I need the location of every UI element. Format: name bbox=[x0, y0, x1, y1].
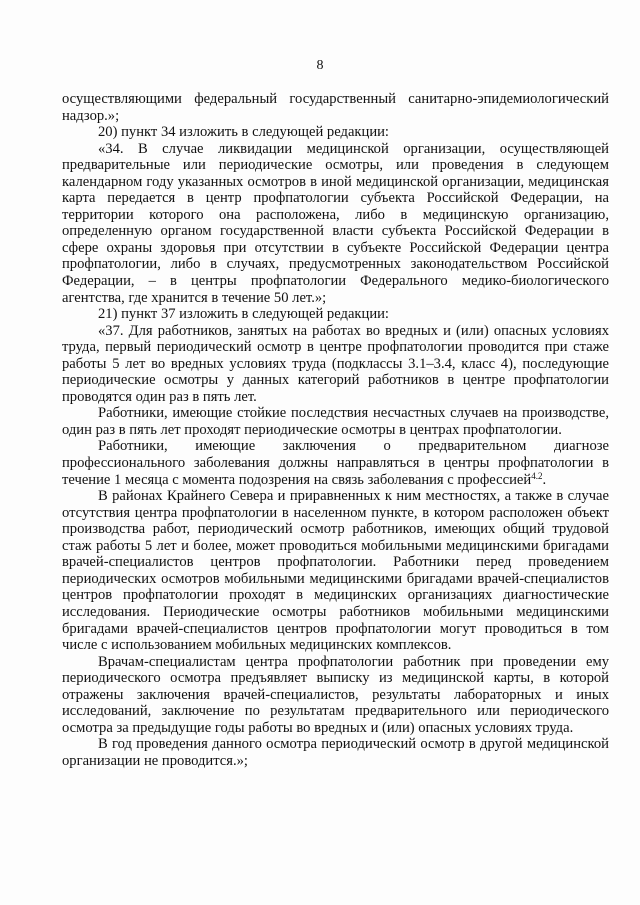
paragraph-item-21: 21) пункт 37 изложить в следующей редакции: bbox=[98, 306, 389, 323]
paragraph-clause-34: «34. В случае ликвидации медицинской организации, осуществляющей предварительные или периодические осмотры, или проведения в следующем календарном году указанных осмотров в иной медицинской организации, медицинская карта передается в центр профпатологии субъекта Российской Федерации, на территории которого она расположена, либо в медицинскую организацию, определенную органом государственной власти субъекта Российской Федерации в сфере охраны здоровья при отсутствии в субъекте Российской Федерации центра профпатологии, либо в случаях, предусмотренных законодательством Российской Федерации, – в центры профпатологии Федерального медико-биологического агентства, где хранится в течение 50 лет.»; bbox=[62, 140, 609, 306]
paragraph-continuation: осуществляющими федеральный государственный санитарно-эпидемиологический надзор.»; bbox=[62, 91, 609, 124]
paragraph-lasting-consequences: Работники, имеющие стойкие последствия несчастных случаев на производстве, один раз в пять лет проходят периодические осмотры в центрах профпатологии. bbox=[62, 405, 609, 438]
document-body bbox=[62, 91, 609, 769]
paragraph-closing: В год проведения данного осмотра периодический осмотр в другой медицинской организации не проводится.»; bbox=[62, 736, 609, 769]
footnote-reference: 4.2 bbox=[531, 470, 543, 481]
preliminary-diagnosis-end: . bbox=[542, 471, 547, 488]
paragraph-far-north: В районах Крайнего Севера и приравненных к ним местностях, а также в случае отсутствия центра профпатологии в населенном пункте, в котором расположен объект производства работ, периодический осмотр работников, имеющих общий трудовой стаж работы 5 лет и более, может проводиться мобильными медицинскими бригадами врачей-специалистов центров профпатологии. Работники перед проведением периодических осмотров мобильными медицинскими бригадами врачей-специалистов центров профпатологии проходят в медицинских организациях диагностические исследования. Периодические осмотры работников мобильными медицинскими бригадами врачей-специалистов центров профпатологии могут проводиться в том числе с использованием мобильных медицинских комплексов. bbox=[62, 488, 609, 654]
preliminary-diagnosis-text: Работники, имеющие заключения о предварительном диагнозе профессионального заболевания должны направляться в центры профпатологии в течение 1 месяца с момента подозрения на связь заболевания с профессией bbox=[62, 438, 609, 488]
paragraph-preliminary-diagnosis bbox=[62, 438, 609, 488]
paragraph-clause-37: «37. Для работников, занятых на работах во вредных и (или) опасных условиях труда, первый периодический осмотр в центре профпатологии проводится при стаже работы 5 лет во вредных условиях труда (подклассы 3.1–3.4, класс 4), последующие периодические осмотры у данных категорий работников в центре профпатологии проводятся один раз в пять лет. bbox=[62, 322, 609, 405]
paragraph-medical-extract: Врачам-специалистам центра профпатологии работник при проведении ему периодического осмотра предъявляет выписку из медицинской карты, в которой отражены заключения врачей-специалистов, результаты лабораторных и иных исследований, заключение по результатам предварительного или периодического осмотра за предыдущие годы работы во вредных и (или) опасных условиях труда. bbox=[62, 653, 609, 736]
paragraph-item-20: 20) пункт 34 изложить в следующей редакции: bbox=[98, 124, 389, 141]
page-number: 8 bbox=[316, 58, 324, 73]
